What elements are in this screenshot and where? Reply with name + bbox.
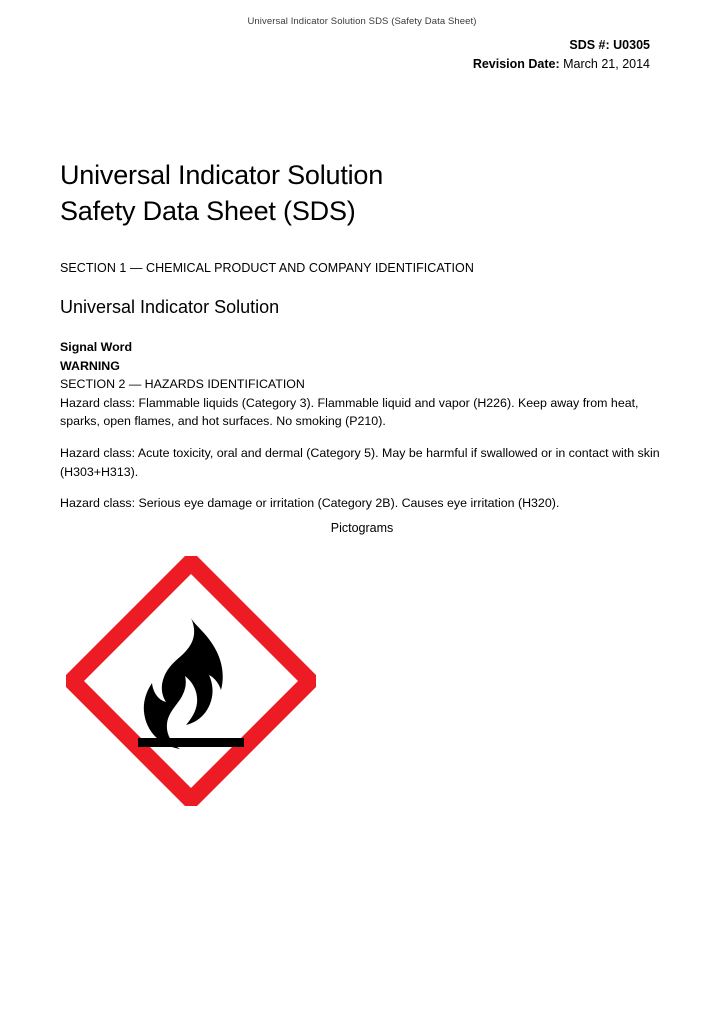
flame-pictogram-container	[66, 556, 316, 806]
sds-number-value: U0305	[613, 38, 650, 52]
document-meta	[473, 36, 650, 75]
signal-word-label: Signal Word	[60, 340, 133, 354]
signal-word-value: WARNING	[60, 358, 120, 373]
product-name: Universal Indicator Solution	[60, 297, 280, 317]
revision-date-row	[473, 55, 650, 74]
hazard-statement-2: Hazard class: Acute toxicity, oral and dermal (Category 5). May be harmful if swallowed or in contact with skin (H303+H313).	[60, 446, 660, 479]
flame-ghs-pictogram-icon	[66, 556, 316, 806]
sds-number-row	[473, 36, 650, 55]
pictograms-label: Pictograms	[330, 521, 394, 535]
sds-number-label: SDS #:	[569, 38, 610, 52]
hazard-statement-3: Hazard class: Serious eye damage or irritation (Category 2B). Causes eye irritation (H320).	[60, 496, 560, 511]
revision-date-value: March 21, 2014	[563, 57, 650, 72]
section-2-heading: SECTION 2 — HAZARDS IDENTIFICATION	[60, 377, 305, 392]
running-head: Universal Indicator Solution SDS (Safety Data Sheet)	[247, 16, 477, 27]
section-1-heading: SECTION 1 — CHEMICAL PRODUCT AND COMPANY IDENTIFICATION	[60, 261, 474, 275]
hazards-body	[60, 338, 660, 513]
revision-date-label: Revision Date:	[472, 57, 560, 72]
hazard-statement-1: Hazard class: Flammable liquids (Category 3). Flammable liquid and vapor (H226). Keep away from heat, sparks, open flames, and hot surfaces. No smoking (P210).	[60, 395, 639, 429]
page-title: Universal Indicator Solution Safety Data Sheet (SDS)	[60, 160, 384, 226]
